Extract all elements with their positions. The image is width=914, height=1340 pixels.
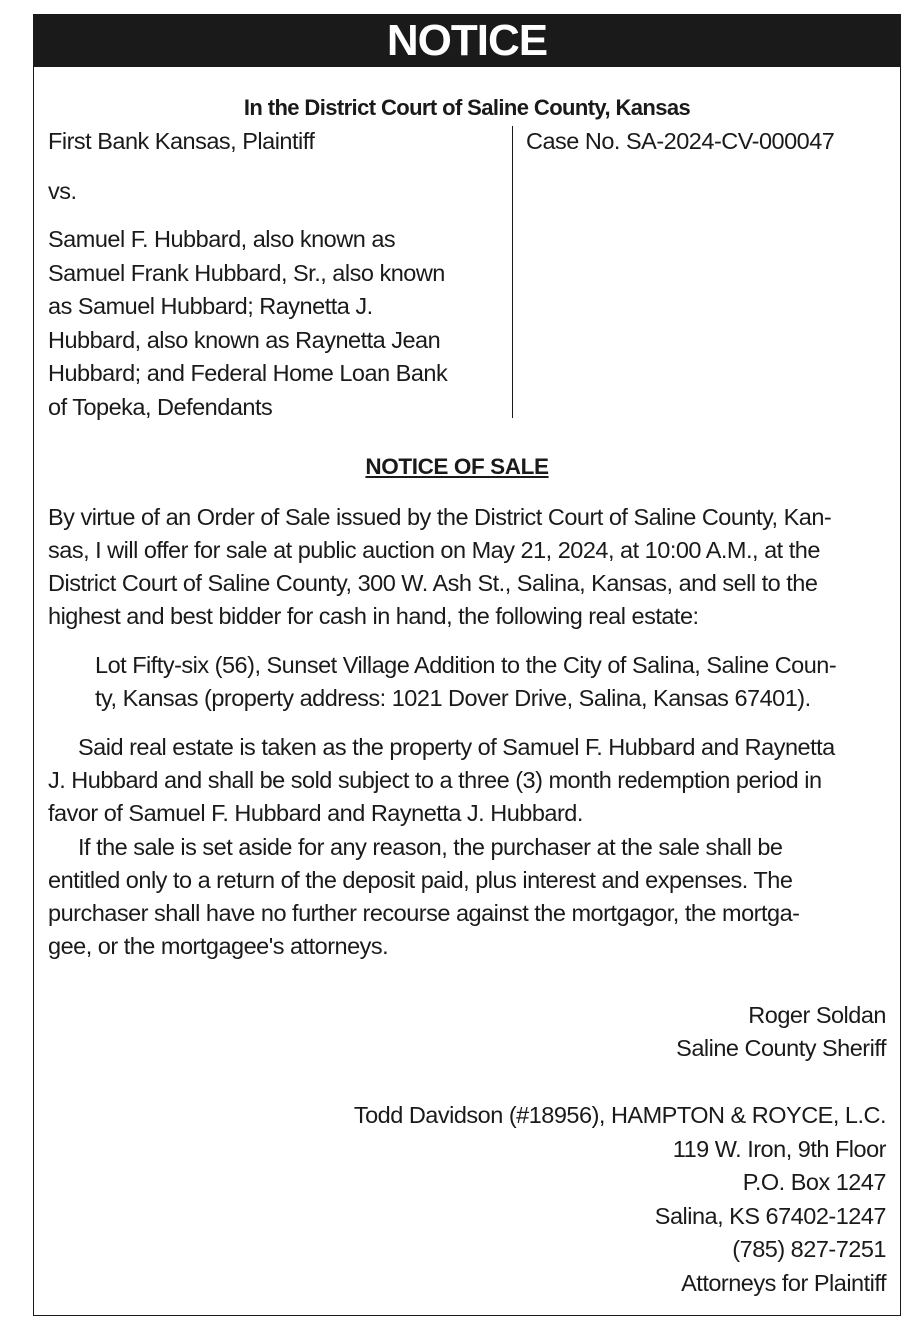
- paragraph-line: sas, I will offer for sale at public auction on May 21, 2024, at 10:00 A.M., at the: [48, 537, 820, 563]
- paragraph-line: purchaser shall have no further recourse against the mortgagor, the mortga-: [48, 900, 800, 926]
- notice-banner: NOTICE: [34, 15, 900, 67]
- versus-line: vs.: [48, 178, 77, 204]
- attorney-line: Todd Davidson (#18956), HAMPTON & ROYCE, L.C.: [353, 1102, 886, 1128]
- paragraph-line: highest and best bidder for cash in hand, the following real estate:: [48, 603, 699, 629]
- paragraph-line: If the sale is set aside for any reason, the purchaser at the sale shall be: [78, 834, 783, 860]
- paragraph-line: J. Hubbard and shall be sold subject to a three (3) month redemption period in: [48, 767, 822, 793]
- defendants-line: of Topeka, Defendants: [48, 394, 273, 420]
- paragraph-line: entitled only to a return of the deposit paid, plus interest and expenses. The: [48, 867, 793, 893]
- court-heading: In the District Court of Saline County, Kansas: [243, 95, 691, 120]
- attorney-line: P.O. Box 1247: [742, 1169, 886, 1195]
- defendants-line: Hubbard; and Federal Home Loan Bank: [48, 360, 448, 386]
- property-description-line: Lot Fifty-six (56), Sunset Village Addition to the City of Salina, Saline Coun-: [95, 652, 837, 678]
- attorney-line: 119 W. Iron, 9th Floor: [672, 1136, 886, 1162]
- paragraph-line: District Court of Saline County, 300 W. Ash St., Salina, Kansas, and sell to the: [48, 570, 818, 596]
- paragraph-line: By virtue of an Order of Sale issued by the District Court of Saline County, Kan-: [48, 504, 832, 530]
- case-number: Case No. SA-2024-CV-000047: [526, 128, 835, 154]
- defendants-line: Samuel Frank Hubbard, Sr., also known: [48, 260, 445, 286]
- notice-of-sale-title: NOTICE OF SALE: [365, 454, 549, 479]
- plaintiff-line: First Bank Kansas, Plaintiff: [48, 128, 315, 154]
- defendants-line: Hubbard, also known as Raynetta Jean: [48, 327, 441, 353]
- caption-divider: [512, 126, 513, 418]
- attorney-line: (785) 827-7251: [732, 1236, 886, 1262]
- attorney-line: Salina, KS 67402-1247: [654, 1203, 886, 1229]
- property-description-line: ty, Kansas (property address: 1021 Dover Drive, Salina, Kansas 67401).: [95, 685, 811, 711]
- defendants-line: Samuel F. Hubbard, also known as: [48, 226, 396, 252]
- paragraph-line: favor of Samuel F. Hubbard and Raynetta J. Hubbard.: [48, 800, 583, 826]
- defendants-line: as Samuel Hubbard; Raynetta J.: [48, 293, 373, 319]
- attorney-line: Attorneys for Plaintiff: [681, 1270, 886, 1296]
- sheriff-title: Saline County Sheriff: [676, 1035, 886, 1061]
- paragraph-line: gee, or the mortgagee's attorneys.: [48, 933, 389, 959]
- paragraph-line: Said real estate is taken as the property of Samuel F. Hubbard and Raynetta: [78, 734, 835, 760]
- sheriff-name: Roger Soldan: [748, 1002, 886, 1028]
